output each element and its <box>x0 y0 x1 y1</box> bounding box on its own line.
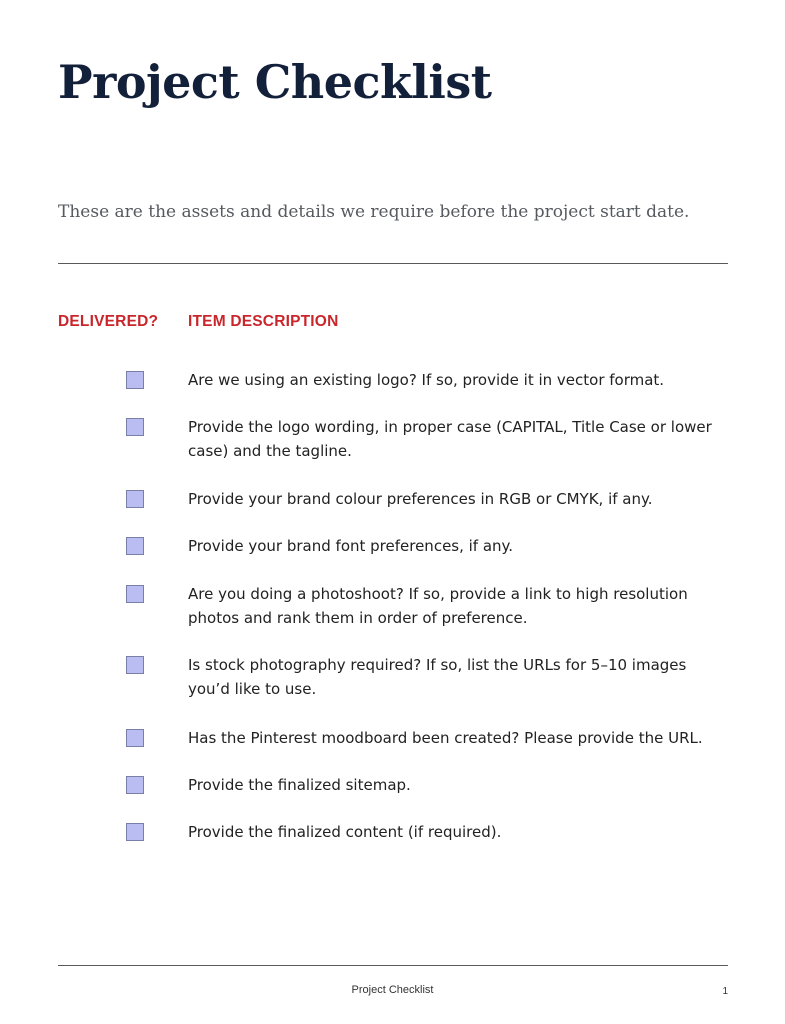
footer-title: Project Checklist <box>351 984 434 996</box>
column-header-description: ITEM DESCRIPTION <box>188 313 339 330</box>
page-number: 1 <box>722 986 728 997</box>
delivered-checkbox[interactable] <box>126 823 144 841</box>
delivered-checkbox[interactable] <box>126 776 144 794</box>
item-description: Provide your brand font preferences, if any. <box>188 537 514 555</box>
page-title: Project Checklist <box>58 55 492 109</box>
item-description: Has the Pinterest moodboard been created? Please provide the URL. <box>188 729 703 747</box>
item-description: Is stock photography required? If so, list the URLs for 5–10 images you’d like to use. <box>188 656 687 698</box>
item-description: Provide your brand colour preferences in RGB or CMYK, if any. <box>188 490 653 508</box>
column-header-delivered: DELIVERED? <box>58 313 159 330</box>
item-description: Provide the finalized sitemap. <box>188 776 411 794</box>
item-description: Provide the logo wording, in proper case (CAPITAL, Title Case or lower case) and the tagline. <box>188 418 712 460</box>
delivered-checkbox[interactable] <box>126 656 144 674</box>
item-description: Are we using an existing logo? If so, provide it in vector format. <box>188 371 665 389</box>
delivered-checkbox[interactable] <box>126 537 144 555</box>
footer-divider <box>58 965 728 966</box>
delivered-checkbox[interactable] <box>126 729 144 747</box>
item-description: Are you doing a photoshoot? If so, provide a link to high resolution photos and rank them in order of preference. <box>188 585 688 627</box>
item-description: Provide the finalized content (if required). <box>188 823 502 841</box>
page-subtitle: These are the assets and details we require before the project start date. <box>58 202 690 222</box>
delivered-checkbox[interactable] <box>126 585 144 603</box>
delivered-checkbox[interactable] <box>126 371 144 389</box>
delivered-checkbox[interactable] <box>126 490 144 508</box>
delivered-checkbox[interactable] <box>126 418 144 436</box>
header-divider <box>58 263 728 264</box>
